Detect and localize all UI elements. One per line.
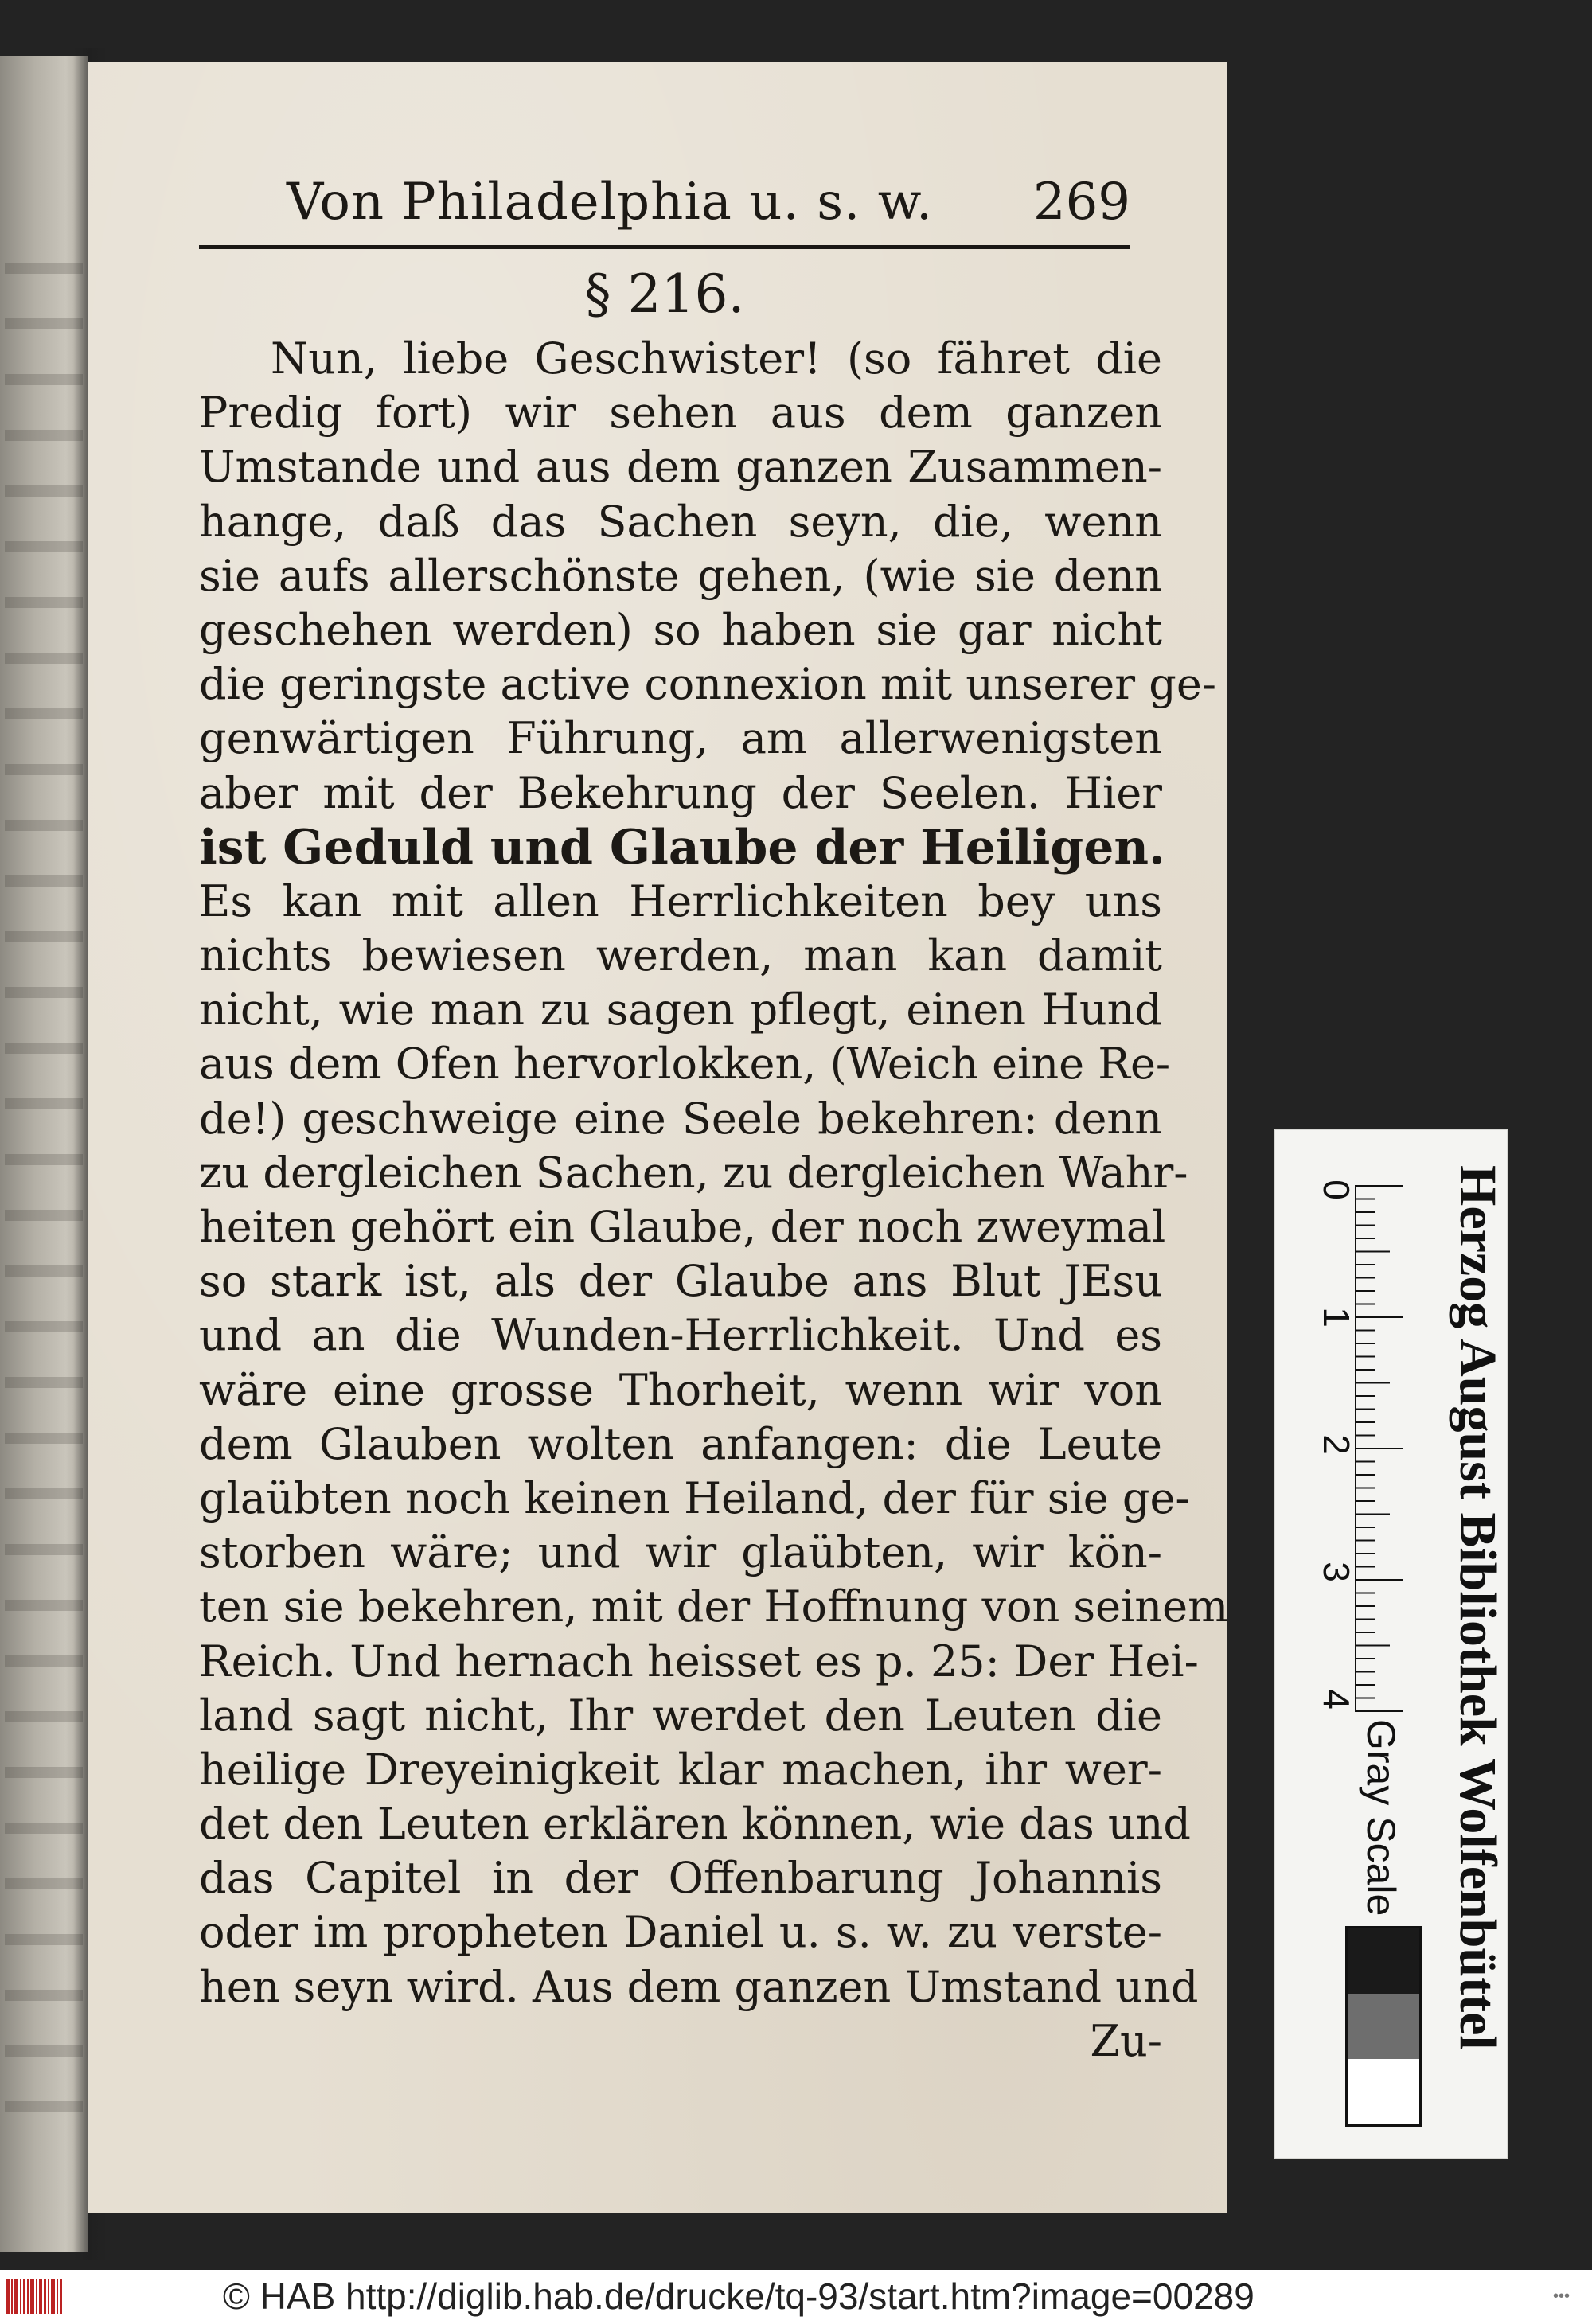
text-line: ist Geduld und Glaube der Heiligen. xyxy=(199,819,1165,875)
body-text xyxy=(199,332,1229,2069)
text-line: dem Glauben wolten anfangen: die Leute xyxy=(199,1418,1162,1469)
text-line: storben wäre; und wir glaübten, wir kön- xyxy=(199,1527,1162,1578)
gray-scale-label: Gray Scale xyxy=(1359,1719,1403,1917)
institution-label: Herzog August Bibliothek Wolfenbüttel xyxy=(1449,1165,1507,2050)
ruler xyxy=(1316,1162,1387,1735)
text-line: glaübten noch keinen Heiland, der für sie ge- xyxy=(199,1472,1190,1523)
page-number: 269 xyxy=(1032,173,1130,232)
text-line: genwärtigen Führung, am allerwenigsten xyxy=(199,713,1162,764)
gray-swatches xyxy=(1345,1926,1422,2127)
running-title: Von Philadelphia u. s. w. xyxy=(287,173,934,232)
ruler-number: 3 xyxy=(1316,1562,1357,1582)
ruler-number: 4 xyxy=(1316,1689,1357,1710)
text-line: das Capitel in der Offenbarung Johannis xyxy=(199,1853,1162,1904)
text-line: Es kan mit allen Herrlichkeiten bey uns xyxy=(199,875,1162,926)
text-line: geschehen werden) so haben sie gar nicht xyxy=(199,604,1162,655)
swatch-white xyxy=(1348,2059,1419,2124)
text-line: hange, daß das Sachen seyn, die, wenn xyxy=(199,496,1162,547)
text-line: det den Leuten erklären können, wie das und xyxy=(199,1799,1191,1850)
swatch-gray xyxy=(1348,1994,1419,2059)
text-line: Zu- xyxy=(1090,2015,1162,2066)
text-line: aus dem Ofen hervorlokken, (Weich eine Re- xyxy=(199,1039,1171,1090)
text-line: Nun, liebe Geschwister! (so fähret die xyxy=(271,333,1162,384)
text-line: ten sie bekehren, mit der Hoffnung von seinem xyxy=(199,1581,1229,1632)
text-line: heiten gehört ein Glaube, der noch zweymal xyxy=(199,1202,1166,1252)
book-page xyxy=(88,62,1227,2213)
text-line: wäre eine grosse Thorheit, wenn wir von xyxy=(199,1364,1162,1415)
footer-bar xyxy=(0,2270,1592,2324)
ruler-number: 0 xyxy=(1316,1180,1357,1200)
ruler-number: 1 xyxy=(1316,1307,1357,1328)
text-line: oder im propheten Daniel u. s. w. zu verste- xyxy=(199,1907,1162,1958)
credit-link[interactable]: © HAB http://diglib.hab.de/drucke/tq-93/start.htm?image=00289 xyxy=(223,2275,1254,2317)
ruler-number: 2 xyxy=(1316,1434,1357,1455)
page-content xyxy=(111,170,1229,2069)
text-line: und an die Wunden-Herrlichkeit. Und es xyxy=(199,1310,1162,1361)
text-line: zu dergleichen Sachen, zu dergleichen Wahr- xyxy=(199,1147,1188,1198)
text-line: Reich. Und hernach heisset es p. 25: Der Hei- xyxy=(199,1636,1199,1686)
text-line: de!) geschweige eine Seele bekehren: denn xyxy=(199,1093,1162,1144)
running-header xyxy=(199,170,1130,249)
ruler-ticks xyxy=(1355,1162,1418,1735)
section-heading: § 216. xyxy=(584,263,745,325)
text-line: sie aufs allerschönste gehen, (wie sie denn xyxy=(199,550,1162,601)
color-scale-card xyxy=(1274,1129,1508,2159)
text-line: Predig fort) wir sehen aus dem ganzen xyxy=(199,388,1162,439)
swatch-black xyxy=(1348,1928,1419,1994)
text-line: nicht, wie man zu sagen pflegt, einen Hund xyxy=(199,985,1162,1035)
footer-dots: ••• xyxy=(1552,2287,1570,2305)
text-line: die geringste active connexion mit unserer ge- xyxy=(199,659,1217,710)
text-line: land sagt nicht, Ihr werdet den Leuten die xyxy=(199,1690,1162,1741)
barcode-icon xyxy=(6,2279,67,2314)
text-line: nichts bewiesen werden, man kan damit xyxy=(199,930,1162,981)
text-line: hen seyn wird. Aus dem ganzen Umstand und xyxy=(199,1961,1199,2012)
text-line: Umstande und aus dem ganzen Zusammen- xyxy=(199,442,1162,493)
text-line: aber mit der Bekehrung der Seelen. Hier xyxy=(199,767,1162,818)
text-line: so stark ist, als der Glaube ans Blut JEsu xyxy=(199,1256,1162,1307)
text-line: heilige Dreyeinigkeit klar machen, ihr wer- xyxy=(199,1744,1162,1795)
